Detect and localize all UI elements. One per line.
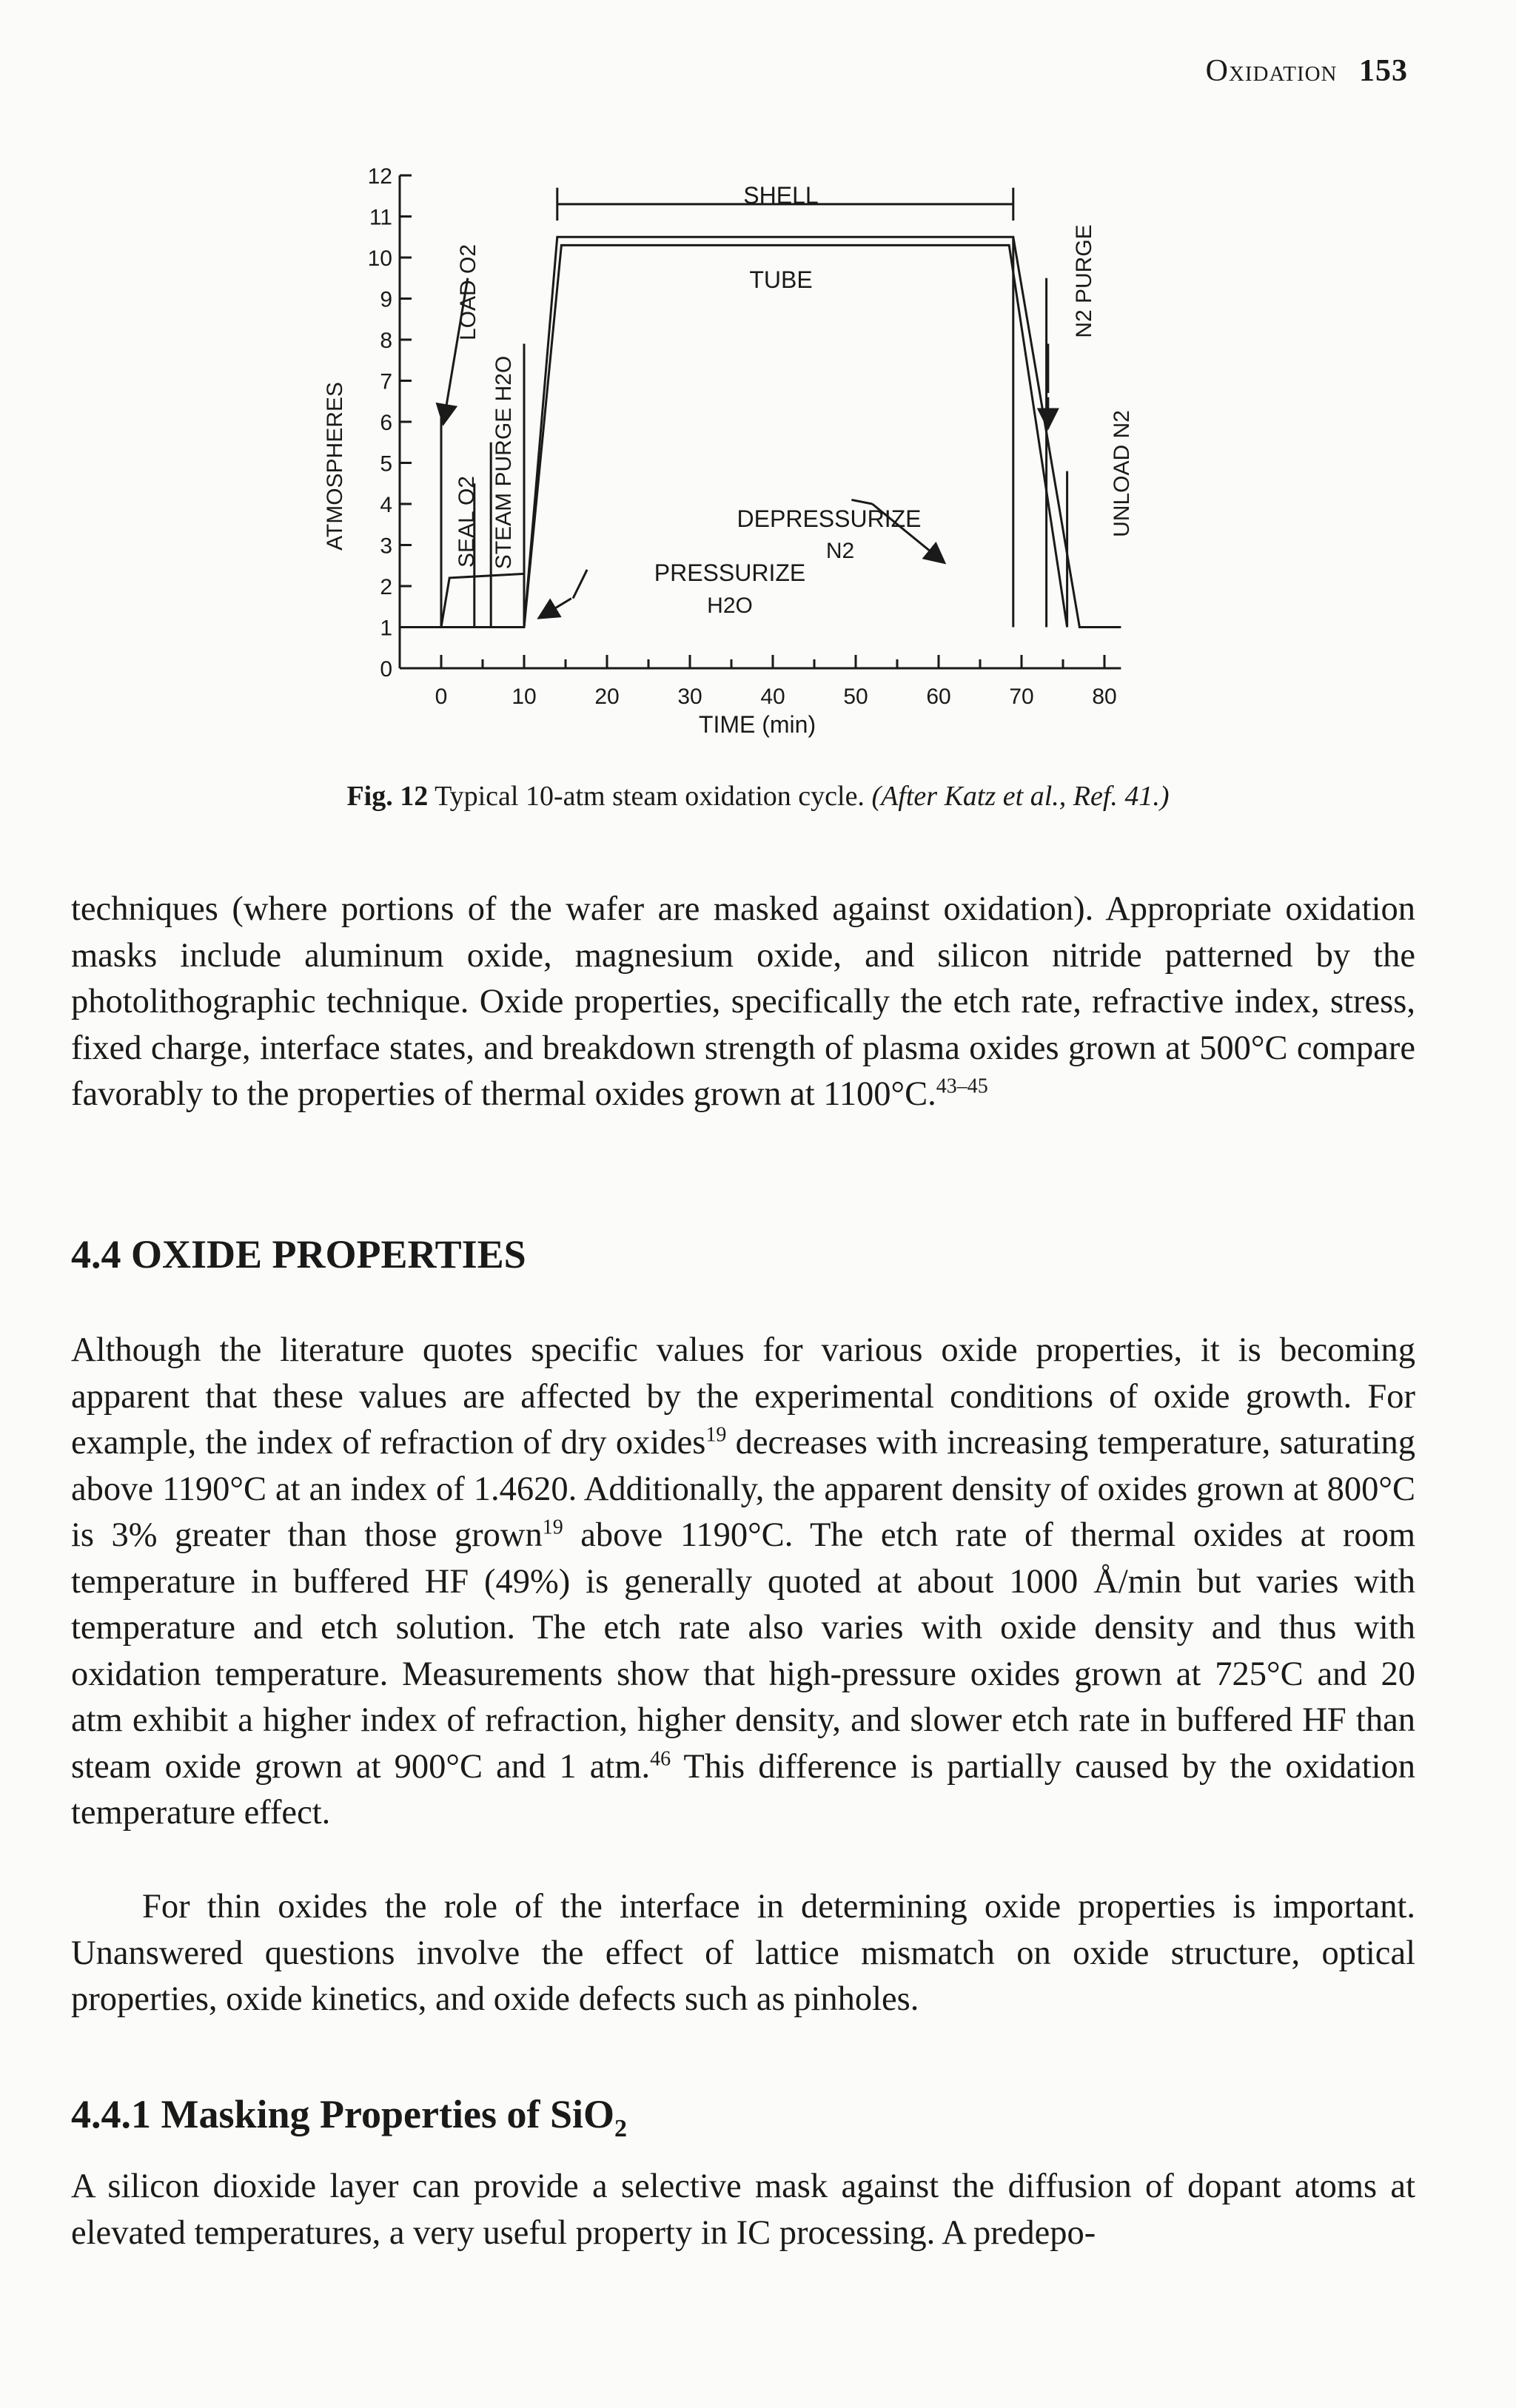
paragraph-1 <box>71 887 1415 1118</box>
series-line-steam-purge <box>441 574 524 627</box>
x-tick-label: 80 <box>1092 685 1117 709</box>
y-tick-label: 11 <box>369 205 392 230</box>
x-tick-label: 50 <box>843 685 868 709</box>
figure-number: Fig. 12 <box>346 781 429 812</box>
paragraph-4: A silicon dioxide layer can provide a selective mask against the diffusion of dopant atoms at elevated temperatures, a very useful property in IC processing. A predepo- <box>71 2167 1415 2252</box>
paragraph-2-ref-2: 19 <box>542 1516 563 1539</box>
page-number: 153 <box>1359 54 1408 88</box>
y-tick-label: 0 <box>380 657 392 682</box>
label-steam-purge: STEAM PURGE H2O <box>492 355 516 570</box>
paragraph-2 <box>71 1328 1415 1837</box>
paragraph-2-text-d: This difference is partially caused by the oxidation temperature effect. <box>71 1747 1415 1832</box>
annotation-arrow <box>540 599 571 617</box>
leader-pressurize <box>573 570 587 599</box>
paragraph-2-text-a: Although the literature quotes specific values for various oxide properties, it is becoming apparent that these values are affected by the experimental conditions of oxide growth. For example, the index of refraction of dry oxides <box>71 1331 1415 1462</box>
y-tick-label: 3 <box>380 534 392 559</box>
paragraph-3: For thin oxides the role of the interface in determining oxide properties is important. Unanswered questions involve the effect of lattice mismatch on oxide structure, optical properties, oxide kinetics, and oxide defects such as pinholes. <box>71 1888 1415 2018</box>
running-title: Oxidation <box>1205 54 1338 88</box>
label-n2-purge: N2 PURGE <box>1072 224 1096 338</box>
label-seal-o2: SEAL O2 <box>455 476 479 568</box>
x-tick-label: 30 <box>677 685 702 709</box>
oxidation-cycle-chart <box>0 0 1516 770</box>
paragraph-1-text: techniques (where portions of the wafer are masked against oxidation). Appropriate oxidation masks include aluminum oxide, magnesium oxide, and silicon nitride patterned by the photolithographic technique. Oxide properties, specifically the etch rate, refractive index, stress, fixed charge, interface states, and breakdown strength of plasma oxides grown at 500°C compare favorably to the properties of thermal oxides grown at 1100°C. <box>71 890 1415 1113</box>
leader-depressurize <box>851 500 872 504</box>
section-heading-4-4-1 <box>71 2091 627 2143</box>
paragraph-2-ref-1: 19 <box>705 1423 727 1447</box>
section-heading-4-4-1-text: 4.4.1 Masking Properties of SiO <box>71 2092 614 2136</box>
x-tick-label: 20 <box>594 685 620 709</box>
figure-caption <box>0 780 1516 813</box>
label-pressurize: PRESSURIZE <box>654 559 806 586</box>
x-tick-label: 10 <box>512 685 537 709</box>
section-heading-4-4: 4.4 OXIDE PROPERTIES <box>71 1232 526 1277</box>
label-tube: TUBE <box>749 266 813 293</box>
paragraph-1-ref: 43–45 <box>936 1074 988 1098</box>
x-axis-label: TIME (min) <box>698 711 816 738</box>
figure-source: (After Katz et al., Ref. 41.) <box>871 781 1170 812</box>
x-tick-label: 40 <box>760 685 785 709</box>
label-unload-n2: UNLOAD N2 <box>1110 410 1134 537</box>
y-tick-label: 5 <box>380 451 392 477</box>
paragraph-2-text-c: above 1190°C. The etch rate of thermal oxides at room temperature in buffered HF (49%) is generally quoted at about 1000 Å/min but varies with temperature and etch solution. The etch rate also varies with oxide density and thus with oxidation temperature. Measurements show that high-pressure oxides grown at 725°C and 20 atm exhibit a higher index of refraction, higher density, and slower etch rate in buffered HF than steam oxide grown at 900°C and 1 atm. <box>71 1516 1415 1786</box>
paragraph-2-ref-3: 46 <box>650 1747 671 1770</box>
label-pressurize-gas: H2O <box>707 593 753 618</box>
y-tick-label: 12 <box>367 164 392 189</box>
y-tick-label: 2 <box>380 575 392 599</box>
label-depressurize: DEPRESSURIZE <box>737 505 922 532</box>
y-tick-label: 10 <box>367 246 392 271</box>
y-tick-label: 9 <box>380 287 392 312</box>
y-tick-label: 7 <box>380 369 392 394</box>
x-tick-label: 60 <box>926 685 951 709</box>
label-shell: SHELL <box>743 182 819 209</box>
paragraph-2-text-b: decreases with increasing temperature, saturating above 1190°C at an index of 1.4620. Additionally, the apparent density of oxides grown at 800°C is 3% greater than those grown <box>71 1424 1415 1554</box>
y-tick-label: 1 <box>380 616 392 641</box>
label-load-o2: LOAD O2 <box>456 243 480 341</box>
figure-caption-text: Typical 10-atm steam oxidation cycle. <box>435 781 865 812</box>
section-heading-4-4-1-sub: 2 <box>614 2114 627 2142</box>
x-tick-label: 70 <box>1009 685 1034 709</box>
y-tick-label: 4 <box>380 493 392 517</box>
y-axis-label: ATMOSPHERES <box>323 382 347 551</box>
y-tick-label: 6 <box>380 411 392 435</box>
y-tick-label: 8 <box>380 329 392 353</box>
x-tick-label: 0 <box>435 685 448 709</box>
label-depressurize-gas: N2 <box>825 539 855 563</box>
